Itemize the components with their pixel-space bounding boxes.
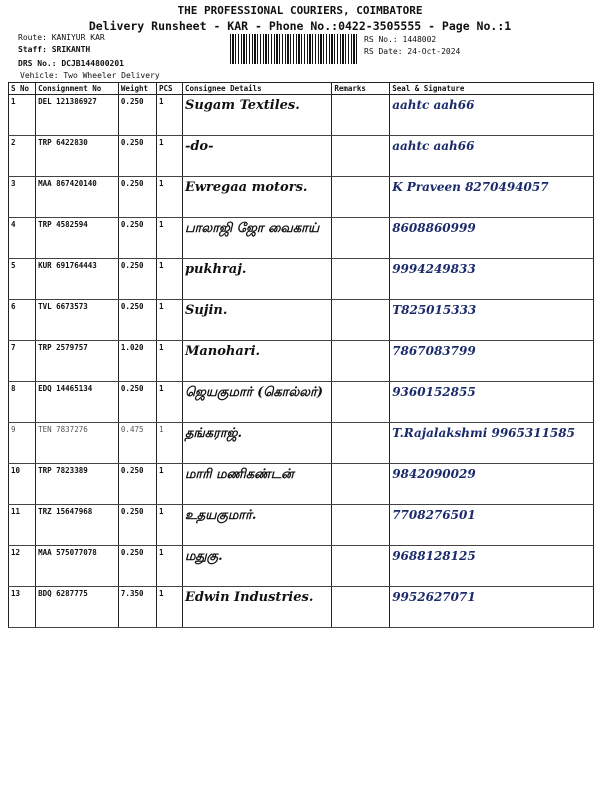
row-sno: 11	[9, 505, 36, 546]
row-pcs: 1	[157, 382, 183, 423]
row-weight: 0.250	[118, 464, 156, 505]
header-consignment: Consignment No	[36, 83, 119, 95]
row-consignment-no: KUR 691764443	[36, 259, 119, 300]
row-remarks	[332, 423, 390, 464]
row-consignee: pukhraj.	[182, 259, 331, 300]
header-signature: Seal & Signature	[390, 83, 594, 95]
row-remarks	[332, 382, 390, 423]
row-consignee: Edwin Industries.	[182, 587, 331, 628]
route-label: Route: KANIYUR KAR	[18, 33, 105, 42]
table-row	[9, 259, 594, 300]
table-row	[9, 423, 594, 464]
row-sno: 13	[9, 587, 36, 628]
runsheet-subtitle: Delivery Runsheet - KAR - Phone No.:0422-3505555 - Page No.:1	[88, 19, 512, 33]
row-signature: 8608860999	[390, 218, 594, 259]
row-weight: 0.250	[118, 136, 156, 177]
row-consignee: பாலாஜி ஜோ வைகாய்	[182, 218, 331, 259]
row-remarks	[332, 95, 390, 136]
row-signature: T825015333	[390, 300, 594, 341]
row-consignment-no: TRP 2579757	[36, 341, 119, 382]
row-remarks	[332, 505, 390, 546]
row-weight: 0.250	[118, 95, 156, 136]
row-consignee: ஜெயகுமார் (கொல்லர்)	[182, 382, 331, 423]
row-signature: 9842090029	[390, 464, 594, 505]
table-row	[9, 505, 594, 546]
row-consignment-no: MAA 867420140	[36, 177, 119, 218]
row-sno: 7	[9, 341, 36, 382]
row-sno: 3	[9, 177, 36, 218]
row-signature: 7708276501	[390, 505, 594, 546]
row-consignment-no: TRZ 15647968	[36, 505, 119, 546]
row-consignee: மதுகு.	[182, 546, 331, 587]
row-pcs: 1	[157, 259, 183, 300]
row-pcs: 1	[157, 95, 183, 136]
row-signature: 9688128125	[390, 546, 594, 587]
row-consignment-no: TEN 7837276	[36, 423, 119, 464]
row-pcs: 1	[157, 218, 183, 259]
row-pcs: 1	[157, 423, 183, 464]
row-signature: 7867083799	[390, 341, 594, 382]
row-pcs: 1	[157, 177, 183, 218]
row-weight: 0.250	[118, 300, 156, 341]
row-consignment-no: DEL 121386927	[36, 95, 119, 136]
table-row	[9, 546, 594, 587]
header-pcs: PCS	[157, 83, 183, 95]
table-row	[9, 177, 594, 218]
row-weight: 0.250	[118, 259, 156, 300]
row-sno: 2	[9, 136, 36, 177]
row-consignee: உதயகுமார்.	[182, 505, 331, 546]
row-consignment-no: TRP 4582594	[36, 218, 119, 259]
row-consignee: -do-	[182, 136, 331, 177]
table-row	[9, 136, 594, 177]
row-signature: 9360152855	[390, 382, 594, 423]
row-consignment-no: TRP 7823389	[36, 464, 119, 505]
row-consignment-no: TRP 6422830	[36, 136, 119, 177]
row-remarks	[332, 177, 390, 218]
row-remarks	[332, 341, 390, 382]
row-consignment-no: BDQ 6287775	[36, 587, 119, 628]
row-signature: aahtc aah66	[390, 95, 594, 136]
row-consignee: Sujin.	[182, 300, 331, 341]
row-remarks	[332, 300, 390, 341]
row-remarks	[332, 259, 390, 300]
row-sno: 6	[9, 300, 36, 341]
row-sno: 5	[9, 259, 36, 300]
runsheet-table	[8, 82, 594, 628]
row-remarks	[332, 546, 390, 587]
row-signature: K Praveen 8270494057	[390, 177, 594, 218]
company-title: THE PROFESSIONAL COURIERS, COIMBATORE	[177, 4, 423, 17]
row-sno: 10	[9, 464, 36, 505]
table-row	[9, 341, 594, 382]
row-signature: 9994249833	[390, 259, 594, 300]
table-row	[9, 587, 594, 628]
rs-number: RS No.: 1448002	[364, 35, 437, 44]
row-pcs: 1	[157, 505, 183, 546]
table-row	[9, 300, 594, 341]
row-sno: 9	[9, 423, 36, 464]
row-remarks	[332, 218, 390, 259]
table-row	[9, 95, 594, 136]
row-weight: 1.020	[118, 341, 156, 382]
row-pcs: 1	[157, 136, 183, 177]
row-remarks	[332, 464, 390, 505]
row-consignment-no: EDQ 14465134	[36, 382, 119, 423]
row-consignee: Sugam Textiles.	[182, 95, 331, 136]
row-sno: 1	[9, 95, 36, 136]
staff-label: Staff: SRIKANTH	[18, 45, 91, 54]
header-remarks: Remarks	[332, 83, 390, 95]
row-weight: 0.250	[118, 177, 156, 218]
row-consignee: மாரி மணிகண்டன்	[182, 464, 331, 505]
row-signature: T.Rajalakshmi 9965311585	[390, 423, 594, 464]
header-sno: S No	[9, 83, 36, 95]
table-row	[9, 382, 594, 423]
table-header-row	[9, 83, 594, 95]
rs-date: RS Date: 24-Oct-2024	[364, 47, 461, 56]
row-consignment-no: TVL 6673573	[36, 300, 119, 341]
row-signature: aahtc aah66	[390, 136, 594, 177]
vehicle-label: Vehicle: Two Wheeler Delivery	[20, 71, 160, 80]
row-sno: 12	[9, 546, 36, 587]
row-pcs: 1	[157, 546, 183, 587]
row-consignee: Ewregaa motors.	[182, 177, 331, 218]
row-consignee: Manohari.	[182, 341, 331, 382]
row-weight: 0.250	[118, 382, 156, 423]
row-weight: 7.350	[118, 587, 156, 628]
row-consignee: தங்கராஜ்.	[182, 423, 331, 464]
row-remarks	[332, 587, 390, 628]
header-consignee: Consignee Details	[182, 83, 331, 95]
row-weight: 0.250	[118, 505, 156, 546]
table-body	[9, 95, 594, 628]
row-weight: 0.475	[118, 423, 156, 464]
barcode-image	[230, 34, 358, 64]
table-row	[9, 218, 594, 259]
row-pcs: 1	[157, 587, 183, 628]
row-sno: 8	[9, 382, 36, 423]
row-remarks	[332, 136, 390, 177]
row-pcs: 1	[157, 464, 183, 505]
header-weight: Weight	[118, 83, 156, 95]
row-weight: 0.250	[118, 546, 156, 587]
table-row	[9, 464, 594, 505]
drs-number: DRS No.: DCJB144800201	[18, 59, 124, 68]
row-pcs: 1	[157, 300, 183, 341]
row-pcs: 1	[157, 341, 183, 382]
row-consignment-no: MAA 575077078	[36, 546, 119, 587]
row-sno: 4	[9, 218, 36, 259]
row-signature: 9952627071	[390, 587, 594, 628]
row-weight: 0.250	[118, 218, 156, 259]
